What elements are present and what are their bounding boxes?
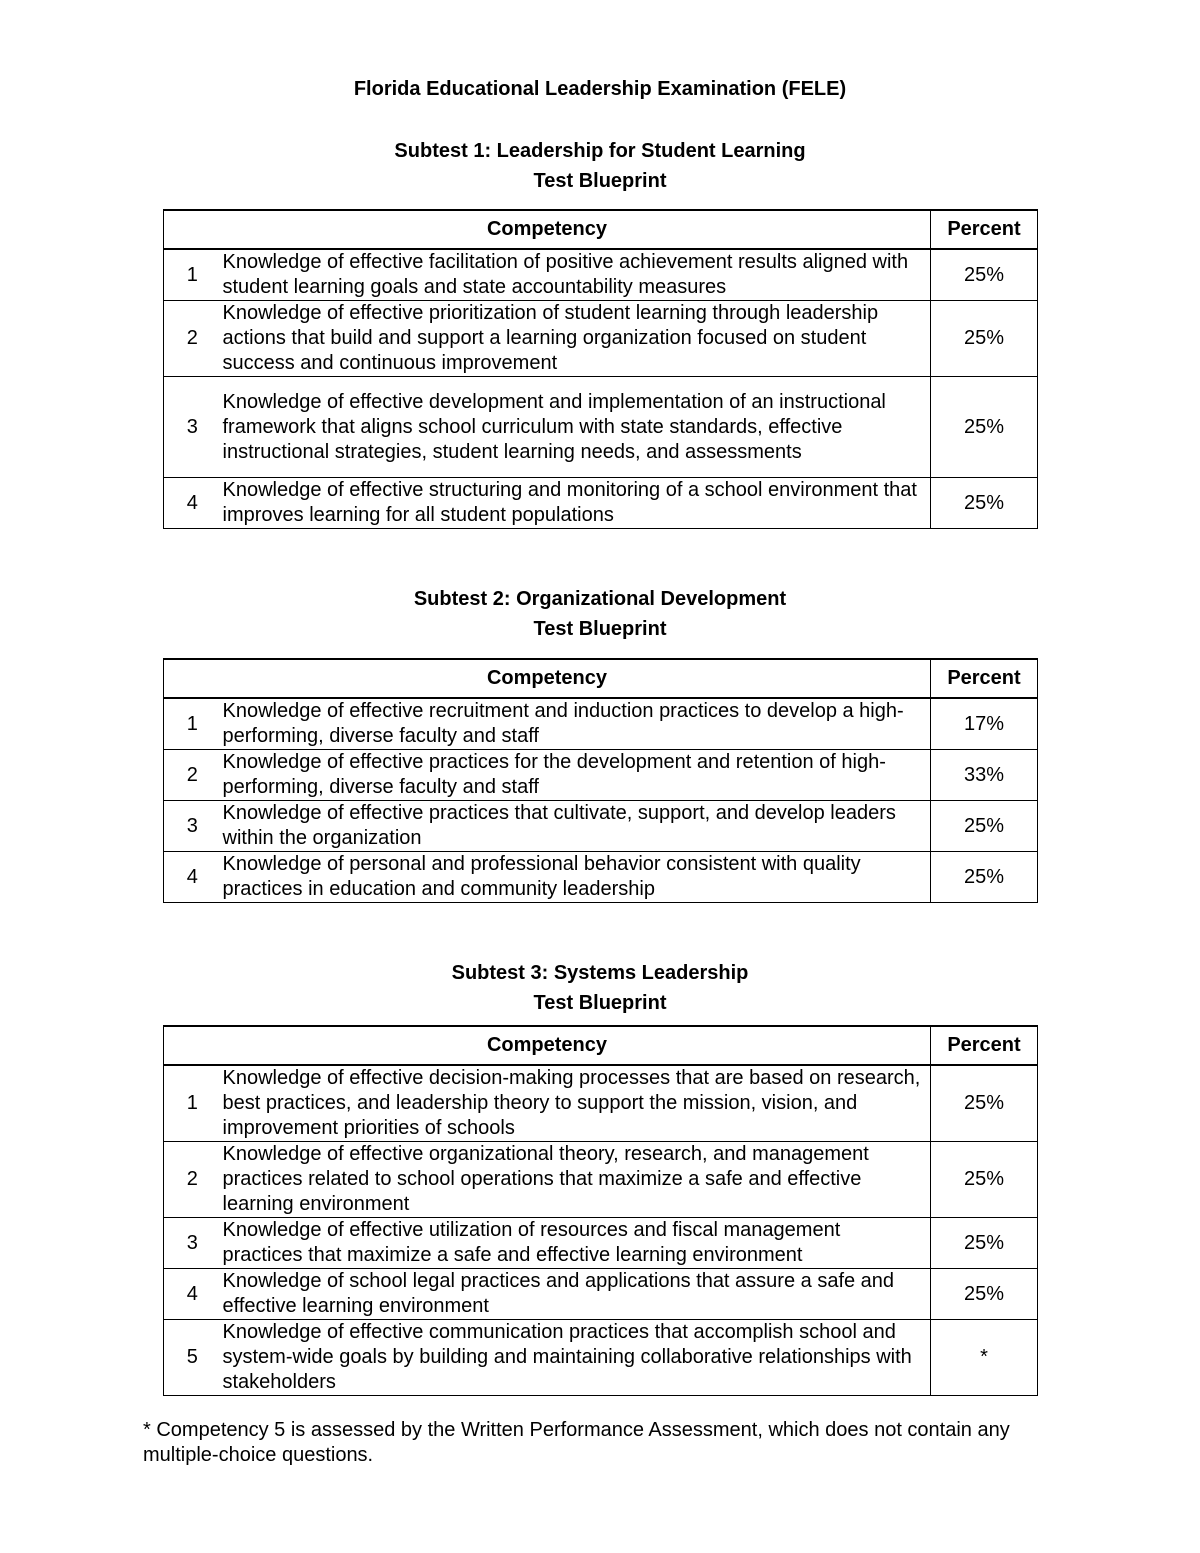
- table-header-row: [164, 1026, 1038, 1065]
- competency-description: Knowledge of effective structuring and monitoring of a school environment that improves learning for all student populations: [221, 478, 931, 529]
- table-row: [164, 1218, 1038, 1269]
- subtest-3-subheading: Test Blueprint: [533, 992, 667, 1014]
- competency-number: 2: [164, 750, 221, 801]
- table-row: [164, 1320, 1038, 1396]
- subtest-3-heading: Subtest 3: Systems Leadership: [451, 962, 749, 984]
- competency-description: Knowledge of effective prioritization of student learning through leadership actions that build and support a learning organization focused on student success and continuous improvement: [221, 301, 931, 377]
- competency-number: 2: [164, 301, 221, 377]
- competency-description: Knowledge of effective recruitment and induction practices to develop a high-performing, diverse faculty and staff: [221, 698, 931, 750]
- competency-description: Knowledge of effective facilitation of positive achievement results aligned with student learning goals and state accountability measures: [221, 249, 931, 301]
- competency-percent: 25%: [931, 852, 1038, 903]
- competency-header: Competency: [164, 659, 931, 698]
- competency-number: 3: [164, 1218, 221, 1269]
- subtest-1-subheading: Test Blueprint: [533, 170, 667, 192]
- competency-percent: 25%: [931, 801, 1038, 852]
- subtest-1-heading: Subtest 1: Leadership for Student Learning: [394, 140, 806, 162]
- table-row: [164, 852, 1038, 903]
- competency-number: 1: [164, 1065, 221, 1142]
- table-header-row: [164, 210, 1038, 249]
- percent-header: Percent: [931, 210, 1038, 249]
- table-row: [164, 301, 1038, 377]
- competency-number: 4: [164, 478, 221, 529]
- table-row: [164, 1065, 1038, 1142]
- table-row: [164, 249, 1038, 301]
- table-header-row: [164, 659, 1038, 698]
- competency-number: 5: [164, 1320, 221, 1396]
- competency-percent: 25%: [931, 1065, 1038, 1142]
- subtest-2-heading-block: [0, 584, 1200, 644]
- table-row: [164, 1142, 1038, 1218]
- competency-percent: 17%: [931, 698, 1038, 750]
- competency-header: Competency: [164, 1026, 931, 1065]
- document-title: Florida Educational Leadership Examination (FELE): [353, 78, 847, 100]
- competency-number: 1: [164, 698, 221, 750]
- competency-description: Knowledge of effective practices that cultivate, support, and develop leaders within the organization: [221, 801, 931, 852]
- subtest-2-table: [163, 658, 1038, 903]
- competency-description: Knowledge of effective communication practices that accomplish school and system-wide goals by building and maintaining collaborative relationships with stakeholders: [221, 1320, 931, 1396]
- competency-percent: 25%: [931, 1218, 1038, 1269]
- competency-percent: *: [931, 1320, 1038, 1396]
- competency-number: 3: [164, 377, 221, 478]
- competency-number: 3: [164, 801, 221, 852]
- table-row: [164, 750, 1038, 801]
- subtest-3-table: [163, 1025, 1038, 1396]
- competency-percent: 25%: [931, 249, 1038, 301]
- table-row: [164, 478, 1038, 529]
- competency-number: 1: [164, 249, 221, 301]
- footnote: * Competency 5 is assessed by the Written Performance Assessment, which does not contain any multiple-choice questions.: [143, 1419, 1010, 1466]
- competency-description: Knowledge of effective organizational theory, research, and management practices related to school operations that maximize a safe and effective learning environment: [221, 1142, 931, 1218]
- table-row: [164, 698, 1038, 750]
- competency-number: 2: [164, 1142, 221, 1218]
- competency-percent: 25%: [931, 1269, 1038, 1320]
- competency-description: Knowledge of effective utilization of resources and fiscal management practices that maximize a safe and effective learning environment: [221, 1218, 931, 1269]
- table-row: [164, 377, 1038, 478]
- competency-percent: 25%: [931, 377, 1038, 478]
- percent-header: Percent: [931, 1026, 1038, 1065]
- table-row: [164, 1269, 1038, 1320]
- subtest-3-heading-block: [0, 958, 1200, 1018]
- competency-header: Competency: [164, 210, 931, 249]
- competency-percent: 25%: [931, 1142, 1038, 1218]
- competency-description: Knowledge of school legal practices and applications that assure a safe and effective learning environment: [221, 1269, 931, 1320]
- percent-header: Percent: [931, 659, 1038, 698]
- competency-description: Knowledge of personal and professional behavior consistent with quality practices in education and community leadership: [221, 852, 931, 903]
- table-row: [164, 801, 1038, 852]
- subtest-1-heading-block: [0, 136, 1200, 196]
- subtest-2-subheading: Test Blueprint: [533, 618, 667, 640]
- competency-description: Knowledge of effective practices for the development and retention of high-performing, diverse faculty and staff: [221, 750, 931, 801]
- competency-percent: 33%: [931, 750, 1038, 801]
- competency-description: Knowledge of effective development and implementation of an instructional framework that aligns school curriculum with state standards, effective instructional strategies, student learning needs, and assessments: [221, 377, 931, 478]
- competency-description: Knowledge of effective decision-making processes that are based on research, best practices, and leadership theory to support the mission, vision, and improvement priorities of schools: [221, 1065, 931, 1142]
- competency-percent: 25%: [931, 478, 1038, 529]
- competency-number: 4: [164, 1269, 221, 1320]
- competency-percent: 25%: [931, 301, 1038, 377]
- subtest-2-heading: Subtest 2: Organizational Development: [413, 588, 787, 610]
- subtest-1-table: [163, 209, 1038, 529]
- competency-number: 4: [164, 852, 221, 903]
